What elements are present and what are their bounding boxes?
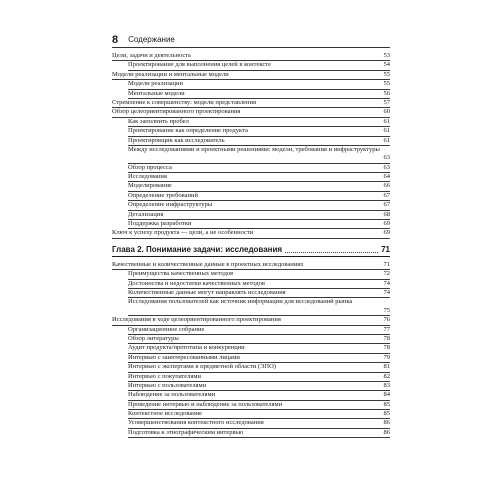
chapter-heading[interactable] <box>112 244 390 257</box>
toc-entry[interactable] <box>112 99 390 108</box>
toc-entry-title: Интервью с пользователями <box>128 381 207 389</box>
toc-entry[interactable] <box>128 354 390 363</box>
toc-entry-title: Между исследованиями и проектными решениями: модели, требования и инфраструктуры <box>128 145 380 153</box>
toc-entry[interactable] <box>128 173 390 182</box>
toc-entry[interactable] <box>128 220 390 229</box>
toc-entry-title: Подготовка к этнографическим интервью <box>128 428 244 436</box>
toc-entry-title: Ключ к успеху продукта — цели, а не особенности <box>112 229 254 237</box>
toc-entry-title: Детализация <box>128 210 164 218</box>
toc-entry-page: 68 <box>383 210 390 218</box>
toc-entry-title: Интервью с покупателями <box>128 372 201 380</box>
page-header <box>112 31 390 48</box>
toc-entry[interactable] <box>128 118 390 127</box>
toc-entry-page: 76 <box>383 316 390 324</box>
toc-entry[interactable] <box>128 80 390 89</box>
toc-entry-page: 63 <box>383 163 390 171</box>
toc-entry-title: Обзор целеориентированного проектирования <box>112 108 241 116</box>
toc-entry[interactable] <box>128 289 390 298</box>
toc-entry-page: 60 <box>383 108 390 116</box>
toc-entry-title: Усовершенствования контекстного исследования <box>128 419 264 427</box>
toc-entry[interactable] <box>112 108 390 117</box>
toc-group-chapter-1 <box>112 52 390 239</box>
toc-entry-title: Обзор литературы <box>128 334 179 342</box>
toc-entry-page: 54 <box>383 61 390 69</box>
toc-entry[interactable] <box>112 229 390 238</box>
toc-entry[interactable] <box>128 164 390 173</box>
toc-entry[interactable] <box>128 211 390 220</box>
toc-entry-page: 56 <box>383 89 390 97</box>
toc-entry[interactable] <box>128 373 390 382</box>
toc-entry-title: Наблюдение за пользователями <box>128 391 216 399</box>
toc-entry[interactable] <box>112 71 390 80</box>
toc-entry-title: Исследования пользователей как источник информации для исследований рынка <box>128 298 353 306</box>
toc-entry[interactable] <box>128 391 390 400</box>
toc-entry-title: Модели реализации <box>128 80 183 88</box>
toc-entry-title: Определение инфраструктуры <box>128 201 213 209</box>
toc-entry-title: Интервью с экспертами в предметной области (ЭПО) <box>128 363 276 371</box>
toc-entry-page: 74 <box>383 279 390 287</box>
toc-entry-title: Интервью с заинтересованными лицами <box>128 353 240 361</box>
toc-entry-page: 57 <box>383 98 390 106</box>
toc-entry-title: Достоинства и недостатки качественных методов <box>128 279 265 287</box>
toc-entry[interactable] <box>112 52 390 61</box>
toc-entry[interactable] <box>128 61 390 70</box>
toc-entry-page: 83 <box>383 381 390 389</box>
toc-entry-page: 53 <box>383 52 390 59</box>
toc-group-chapter-2 <box>112 261 390 438</box>
toc-entry-page: 64 <box>383 173 390 181</box>
toc-entry[interactable] <box>128 363 390 372</box>
toc-entry-title: Как заполнить пробел <box>128 117 189 125</box>
toc-entry-page: 55 <box>383 80 390 88</box>
toc-entry-page: 82 <box>383 372 390 380</box>
toc-entry-title: Модели реализации и ментальные модели <box>112 70 229 78</box>
toc-entry[interactable] <box>128 201 390 210</box>
toc-entry[interactable] <box>128 127 390 136</box>
toc-entry-title: Стремление к совершенству: модели представления <box>112 98 256 106</box>
table-of-contents <box>112 52 390 438</box>
toc-entry-title: Поддержка разработки <box>128 220 192 228</box>
toc-entry[interactable] <box>128 298 390 316</box>
toc-entry-title: Исследования в ходе целеориентированного проектирования <box>112 316 281 324</box>
toc-entry[interactable] <box>128 280 390 289</box>
toc-entry-page: 63 <box>383 154 390 162</box>
toc-entry[interactable] <box>112 316 390 325</box>
toc-entry-page: 81 <box>383 363 390 371</box>
toc-entry-page: 75 <box>383 306 390 314</box>
page-number: 8 <box>112 34 119 46</box>
toc-entry-page: 61 <box>383 117 390 125</box>
toc-entry-page: 61 <box>383 136 390 144</box>
toc-entry[interactable] <box>128 419 390 428</box>
toc-entry-page: 78 <box>383 334 390 342</box>
toc-entry-title: Моделирование <box>128 182 172 190</box>
toc-entry-title: Исследования <box>128 173 167 181</box>
toc-entry-page: 74 <box>383 289 390 296</box>
toc-entry-title: Организационное собрание <box>128 325 205 333</box>
toc-entry-title: Определение требований <box>128 191 198 199</box>
toc-entry-page: 66 <box>383 182 390 190</box>
toc-entry-title: Количественные данные могут направлять исследования <box>128 289 286 296</box>
toc-entry[interactable] <box>128 429 390 438</box>
toc-entry-page: 61 <box>383 127 390 135</box>
toc-entry[interactable] <box>128 326 390 335</box>
toc-entry[interactable] <box>128 335 390 344</box>
chapter-title: Глава 2. Понимание задачи: исследования <box>112 244 283 254</box>
running-title: Содержание <box>128 35 175 44</box>
toc-entry[interactable] <box>128 410 390 419</box>
toc-entry-page: 67 <box>383 191 390 199</box>
toc-entry-page: 84 <box>383 391 390 399</box>
toc-entry-page: 78 <box>383 344 390 352</box>
chapter-page: 71 <box>381 244 390 254</box>
toc-entry[interactable] <box>112 261 390 270</box>
toc-entry-page: 86 <box>383 428 390 436</box>
toc-entry-page: 67 <box>383 201 390 209</box>
toc-entry[interactable] <box>128 146 390 164</box>
toc-entry[interactable] <box>128 137 390 146</box>
toc-entry-title: Качественные и количественные данные в проектных исследованиях <box>112 260 304 268</box>
toc-entry-title: Цели, задачи и деятельность <box>112 52 192 59</box>
toc-entry-title: Ментальные модели <box>128 89 185 97</box>
toc-entry[interactable] <box>128 182 390 191</box>
toc-entry-page: 85 <box>383 410 390 418</box>
toc-entry[interactable] <box>128 382 390 391</box>
toc-entry-page: 69 <box>383 229 390 237</box>
toc-entry-page: 85 <box>383 400 390 408</box>
toc-entry-page: 69 <box>383 220 390 228</box>
toc-entry[interactable] <box>128 192 390 201</box>
toc-entry-title: Преимущества качественных методов <box>128 270 234 278</box>
toc-entry-title: Проектирование для выполнения целей в контексте <box>128 61 271 69</box>
toc-entry[interactable] <box>128 270 390 279</box>
toc-entry-title: Контекстное исследование <box>128 410 203 418</box>
toc-entry-page: 72 <box>383 270 390 278</box>
toc-entry-page: 55 <box>383 70 390 78</box>
toc-entry-title: Аудит продукта/прототипа и конкуренции <box>128 344 245 352</box>
toc-entry-title: Обзор процесса <box>128 163 172 171</box>
toc-entry-page: 86 <box>383 419 390 427</box>
toc-entry[interactable] <box>128 90 390 99</box>
toc-entry-title: Проектировщик как исследователь <box>128 136 225 144</box>
toc-entry-page: 71 <box>383 260 390 268</box>
toc-entry[interactable] <box>128 401 390 410</box>
toc-entry[interactable] <box>128 344 390 353</box>
toc-entry-title: Проектирование как определение продукта <box>128 127 248 135</box>
toc-entry-title: Проведение интервью и наблюдение за пользователями <box>128 400 283 408</box>
toc-entry-page: 79 <box>383 353 390 361</box>
toc-entry-page: 77 <box>383 325 390 333</box>
